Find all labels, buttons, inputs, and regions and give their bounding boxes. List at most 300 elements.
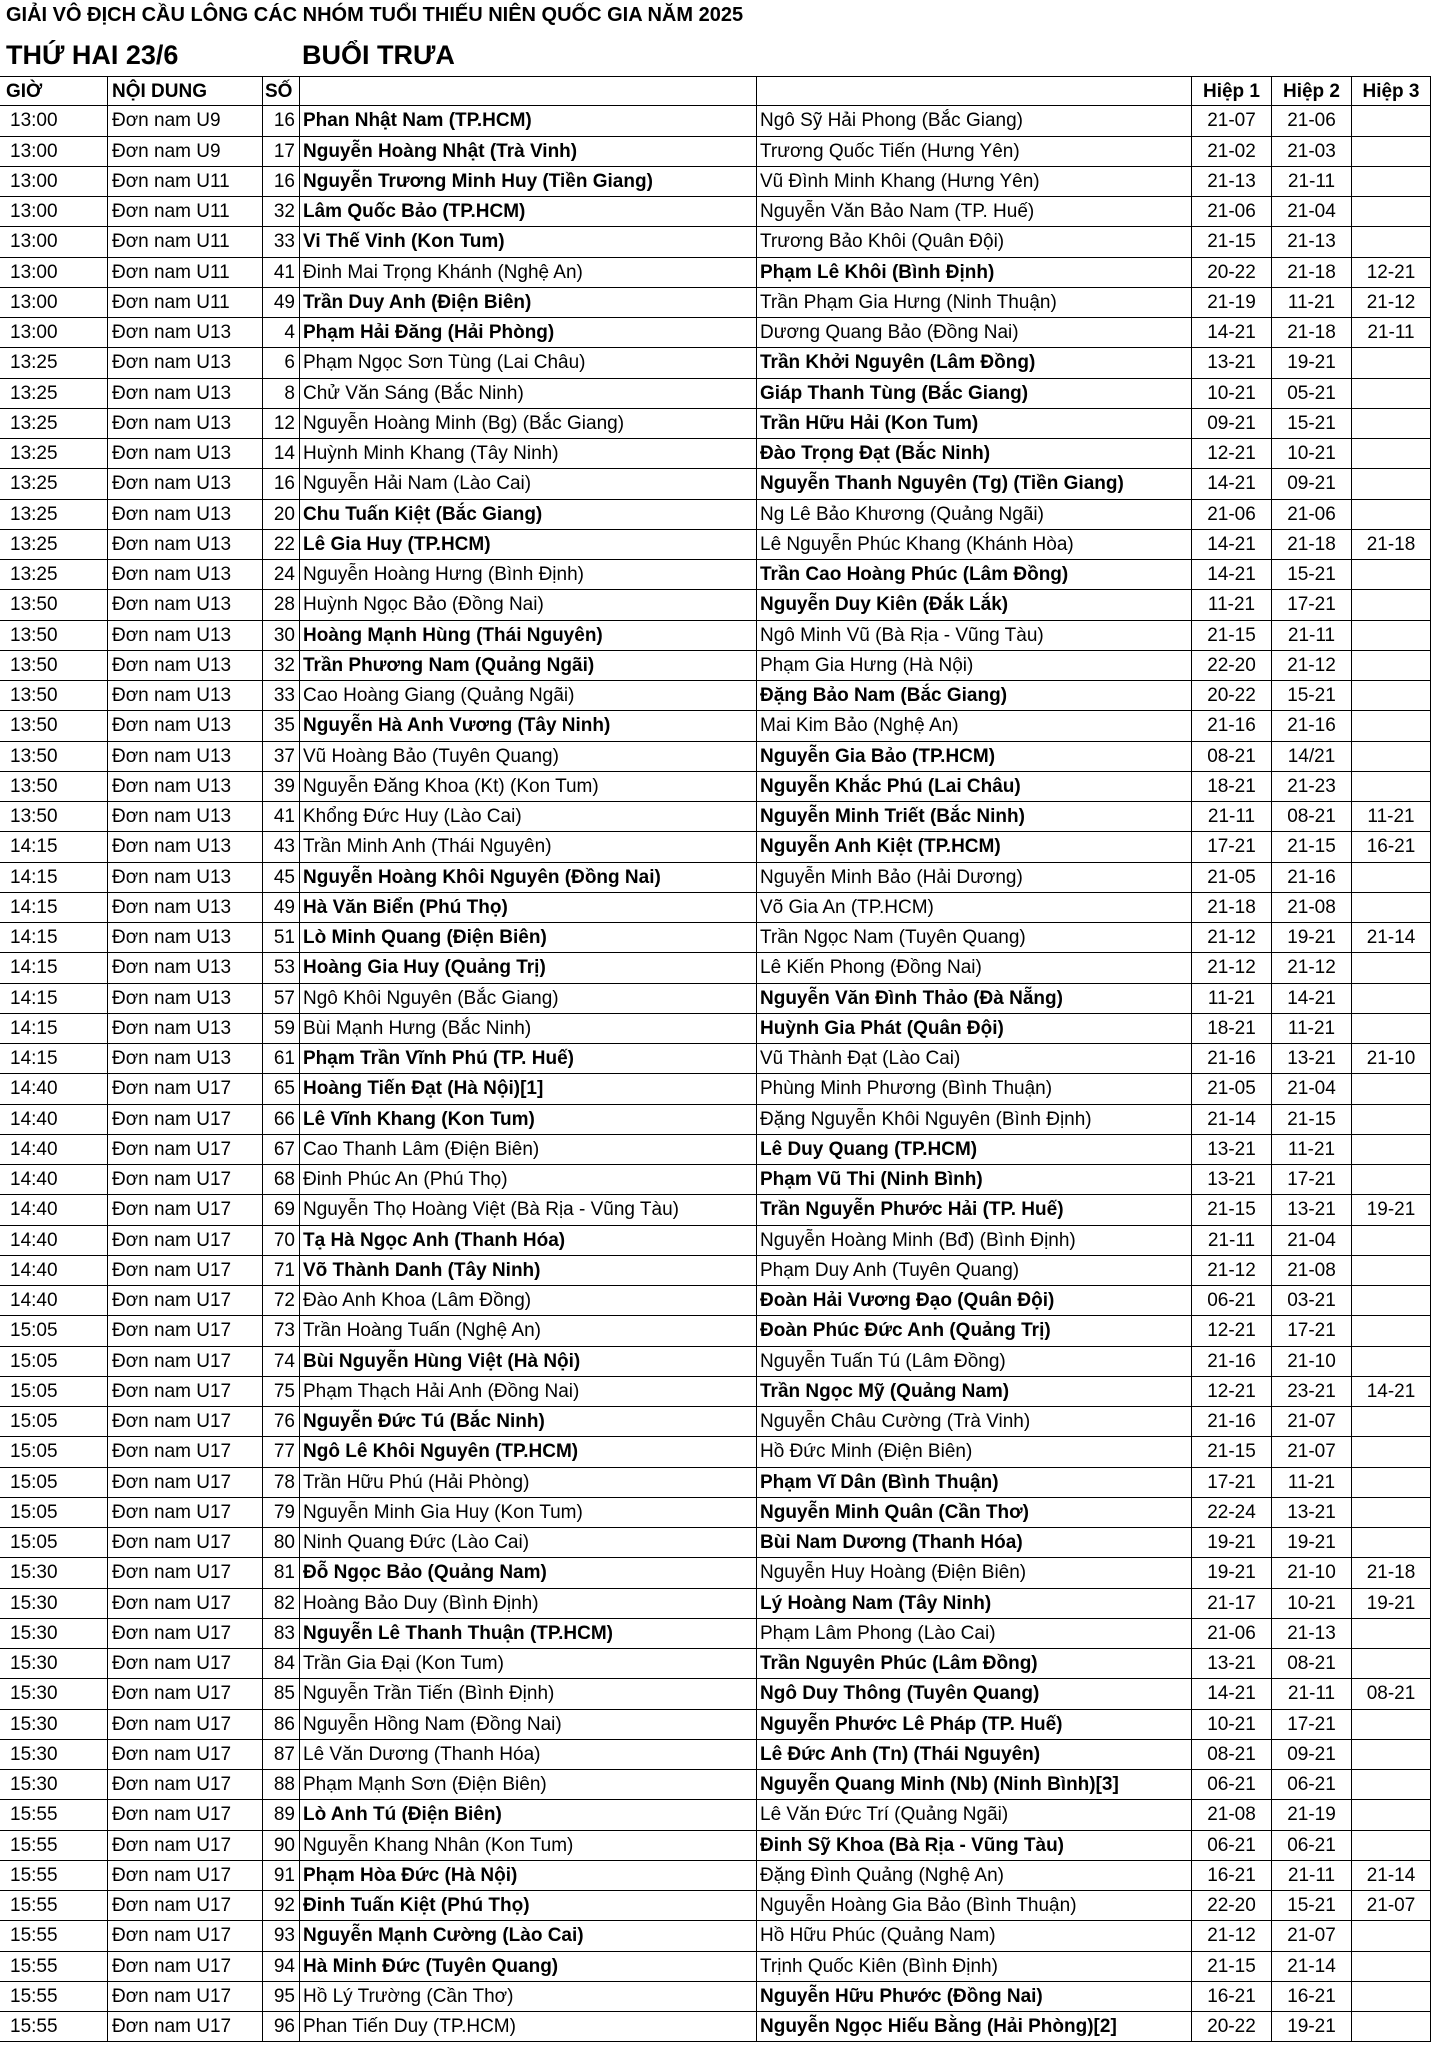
table-row <box>0 621 1431 651</box>
game-2-score-cell: 11-21 <box>1271 288 1351 317</box>
game-3-score-cell <box>1351 1649 1431 1678</box>
player-1-cell: Hoàng Tiến Đạt (Hà Nội)[1] <box>299 1074 756 1103</box>
game-3-score-cell <box>1351 1316 1431 1345</box>
match-number-cell: 57 <box>262 984 299 1013</box>
event-cell: Đơn nam U17 <box>107 1861 262 1890</box>
time-cell: 13:25 <box>10 473 58 495</box>
game-3-score-cell <box>1351 1921 1431 1950</box>
event-cell: Đơn nam U13 <box>107 1044 262 1073</box>
player-1-cell: Phạm Hòa Đức (Hà Nội) <box>299 1861 756 1890</box>
event-cell: Đơn nam U13 <box>107 590 262 619</box>
game-3-score-cell <box>1351 1831 1431 1860</box>
time-cell: 14:15 <box>10 896 58 918</box>
time-cell: 13:25 <box>10 412 58 434</box>
game-2-score-cell: 17-21 <box>1271 1710 1351 1739</box>
player-2-cell: Lê Nguyễn Phúc Khang (Khánh Hòa) <box>756 530 1191 559</box>
table-row <box>0 1286 1431 1316</box>
time-cell: 15:55 <box>10 1925 58 1947</box>
player-2-cell: Nguyễn Ngọc Hiếu Bằng (Hải Phòng)[2] <box>756 2012 1191 2041</box>
match-number-cell: 33 <box>262 227 299 256</box>
header-game-3: Hiệp 3 <box>1351 77 1431 105</box>
table-row <box>0 288 1431 318</box>
game-2-score-cell: 06-21 <box>1271 1770 1351 1799</box>
game-3-score-cell: 21-14 <box>1351 1861 1431 1890</box>
table-row <box>0 1256 1431 1286</box>
game-1-score-cell: 21-11 <box>1191 802 1271 831</box>
game-3-score-cell <box>1351 1014 1431 1043</box>
game-1-score-cell: 06-21 <box>1191 1770 1271 1799</box>
game-2-score-cell: 14/21 <box>1271 742 1351 771</box>
event-cell: Đơn nam U17 <box>107 1407 262 1436</box>
event-cell: Đơn nam U17 <box>107 1437 262 1466</box>
table-row <box>0 409 1431 439</box>
game-3-score-cell <box>1351 1437 1431 1466</box>
event-cell: Đơn nam U13 <box>107 409 262 438</box>
game-1-score-cell: 21-11 <box>1191 1226 1271 1255</box>
match-number-cell: 69 <box>262 1195 299 1224</box>
game-2-score-cell: 15-21 <box>1271 681 1351 710</box>
game-3-score-cell <box>1351 1619 1431 1648</box>
table-body <box>0 106 1431 2042</box>
table-row <box>0 1105 1431 1135</box>
player-2-cell: Nguyễn Huy Hoàng (Điện Biên) <box>756 1558 1191 1587</box>
player-1-cell: Hà Minh Đức (Tuyên Quang) <box>299 1952 756 1981</box>
game-3-score-cell: 14-21 <box>1351 1377 1431 1406</box>
player-2-cell: Ng Lê Bảo Khương (Quảng Ngãi) <box>756 500 1191 529</box>
game-1-score-cell: 06-21 <box>1191 1831 1271 1860</box>
player-1-cell: Võ Thành Danh (Tây Ninh) <box>299 1256 756 1285</box>
game-3-score-cell <box>1351 1347 1431 1376</box>
game-1-score-cell: 21-07 <box>1191 106 1271 135</box>
player-1-cell: Hoàng Bảo Duy (Bình Định) <box>299 1589 756 1618</box>
match-number-cell: 39 <box>262 772 299 801</box>
time-cell: 13:00 <box>10 110 58 132</box>
player-2-cell: Hồ Hữu Phúc (Quảng Nam) <box>756 1921 1191 1950</box>
game-3-score-cell: 21-11 <box>1351 318 1431 347</box>
table-row <box>0 167 1431 197</box>
event-cell: Đơn nam U13 <box>107 711 262 740</box>
table-row <box>0 197 1431 227</box>
session-label: BUỔI TRƯA <box>302 40 455 70</box>
player-1-cell: Ninh Quang Đức (Lào Cai) <box>299 1528 756 1557</box>
table-row <box>0 832 1431 862</box>
player-1-cell: Nguyễn Mạnh Cường (Lào Cai) <box>299 1921 756 1950</box>
game-3-score-cell <box>1351 1498 1431 1527</box>
table-row <box>0 1044 1431 1074</box>
game-2-score-cell: 11-21 <box>1271 1135 1351 1164</box>
game-3-score-cell: 21-07 <box>1351 1891 1431 1920</box>
time-cell: 14:40 <box>10 1078 58 1100</box>
match-number-cell: 68 <box>262 1165 299 1194</box>
match-number-cell: 74 <box>262 1347 299 1376</box>
event-cell: Đơn nam U11 <box>107 258 262 287</box>
game-2-score-cell: 21-07 <box>1271 1407 1351 1436</box>
player-2-cell: Nguyễn Văn Bảo Nam (TP. Huế) <box>756 197 1191 226</box>
player-2-cell: Phạm Gia Hưng (Hà Nội) <box>756 651 1191 680</box>
game-1-score-cell: 13-21 <box>1191 1649 1271 1678</box>
game-2-score-cell: 21-04 <box>1271 1074 1351 1103</box>
event-cell: Đơn nam U13 <box>107 439 262 468</box>
game-3-score-cell <box>1351 560 1431 589</box>
tournament-title: GIẢI VÔ ĐỊCH CẦU LÔNG CÁC NHÓM TUỔI THIẾU NIÊN QUỐC GIA NĂM 2025 <box>6 4 744 26</box>
table-row <box>0 1468 1431 1498</box>
game-1-score-cell: 21-16 <box>1191 1347 1271 1376</box>
event-cell: Đơn nam U17 <box>107 1256 262 1285</box>
game-2-score-cell: 11-21 <box>1271 1014 1351 1043</box>
match-number-cell: 65 <box>262 1074 299 1103</box>
game-3-score-cell <box>1351 1800 1431 1829</box>
game-3-score-cell: 21-18 <box>1351 1558 1431 1587</box>
game-3-score-cell <box>1351 106 1431 135</box>
game-2-score-cell: 17-21 <box>1271 590 1351 619</box>
game-1-score-cell: 11-21 <box>1191 984 1271 1013</box>
game-3-score-cell: 11-21 <box>1351 802 1431 831</box>
match-number-cell: 17 <box>262 137 299 166</box>
game-3-score-cell <box>1351 1256 1431 1285</box>
player-1-cell: Đỗ Ngọc Bảo (Quảng Nam) <box>299 1558 756 1587</box>
game-2-score-cell: 21-04 <box>1271 1226 1351 1255</box>
player-1-cell: Đinh Phúc An (Phú Thọ) <box>299 1165 756 1194</box>
player-2-cell: Nguyễn Anh Kiệt (TP.HCM) <box>756 832 1191 861</box>
player-1-cell: Phạm Ngọc Sơn Tùng (Lai Châu) <box>299 348 756 377</box>
game-3-score-cell <box>1351 590 1431 619</box>
header-number: SỐ <box>262 77 299 105</box>
game-1-score-cell: 11-21 <box>1191 590 1271 619</box>
match-number-cell: 16 <box>262 469 299 498</box>
event-cell: Đơn nam U17 <box>107 1195 262 1224</box>
game-3-score-cell <box>1351 1226 1431 1255</box>
player-1-cell: Phạm Trần Vĩnh Phú (TP. Huế) <box>299 1044 756 1073</box>
time-cell: 13:50 <box>10 685 58 706</box>
time-cell: 15:05 <box>10 1532 58 1553</box>
time-cell: 13:00 <box>10 322 58 343</box>
table-row <box>0 1891 1431 1921</box>
player-2-cell: Nguyễn Minh Bảo (Hải Dương) <box>756 863 1191 892</box>
event-cell: Đơn nam U17 <box>107 1498 262 1527</box>
game-1-score-cell: 14-21 <box>1191 1679 1271 1708</box>
game-1-score-cell: 18-21 <box>1191 772 1271 801</box>
game-1-score-cell: 22-20 <box>1191 1891 1271 1920</box>
time-cell: 14:15 <box>10 987 58 1009</box>
game-3-score-cell <box>1351 500 1431 529</box>
time-cell: 15:55 <box>10 1895 58 1916</box>
player-2-cell: Nguyễn Khắc Phú (Lai Châu) <box>756 772 1191 801</box>
game-1-score-cell: 08-21 <box>1191 1740 1271 1769</box>
time-cell: 15:30 <box>10 1562 58 1584</box>
game-2-score-cell: 21-04 <box>1271 197 1351 226</box>
time-cell: 15:05 <box>10 1471 58 1493</box>
event-cell: Đơn nam U13 <box>107 348 262 377</box>
match-number-cell: 82 <box>262 1589 299 1618</box>
player-2-cell: Dương Quang Bảo (Đồng Nai) <box>756 318 1191 347</box>
player-2-cell: Nguyễn Văn Đình Thảo (Đà Nẵng) <box>756 984 1191 1013</box>
player-2-cell: Lê Kiến Phong (Đồng Nai) <box>756 953 1191 982</box>
table-row <box>0 1558 1431 1588</box>
game-3-score-cell <box>1351 984 1431 1013</box>
event-cell: Đơn nam U17 <box>107 1831 262 1860</box>
match-number-cell: 33 <box>262 681 299 710</box>
game-2-score-cell: 19-21 <box>1271 923 1351 952</box>
game-3-score-cell <box>1351 742 1431 771</box>
player-1-cell: Lê Văn Dương (Thanh Hóa) <box>299 1740 756 1769</box>
game-2-score-cell: 17-21 <box>1271 1165 1351 1194</box>
game-1-score-cell: 10-21 <box>1191 379 1271 408</box>
game-2-score-cell: 09-21 <box>1271 1740 1351 1769</box>
time-cell: 14:40 <box>10 1169 58 1190</box>
match-number-cell: 16 <box>262 167 299 196</box>
game-1-score-cell: 18-21 <box>1191 1014 1271 1043</box>
table-row <box>0 106 1431 136</box>
table-row <box>0 1831 1431 1861</box>
player-2-cell: Trần Cao Hoàng Phúc (Lâm Đồng) <box>756 560 1191 589</box>
match-number-cell: 61 <box>262 1044 299 1073</box>
table-row <box>0 651 1431 681</box>
table-row <box>0 711 1431 741</box>
game-1-score-cell: 19-21 <box>1191 1558 1271 1587</box>
game-2-score-cell: 21-12 <box>1271 953 1351 982</box>
game-1-score-cell: 22-20 <box>1191 651 1271 680</box>
game-1-score-cell: 19-21 <box>1191 1528 1271 1557</box>
header-event: NỘI DUNG <box>107 77 262 105</box>
match-number-cell: 53 <box>262 953 299 982</box>
match-number-cell: 20 <box>262 500 299 529</box>
game-2-score-cell: 10-21 <box>1271 1589 1351 1618</box>
event-cell: Đơn nam U11 <box>107 167 262 196</box>
game-3-score-cell: 21-18 <box>1351 530 1431 559</box>
game-3-score-cell: 21-10 <box>1351 1044 1431 1073</box>
match-number-cell: 93 <box>262 1921 299 1950</box>
time-cell: 14:15 <box>10 836 58 858</box>
game-3-score-cell <box>1351 711 1431 740</box>
event-cell: Đơn nam U13 <box>107 379 262 408</box>
table-row <box>0 590 1431 620</box>
game-2-score-cell: 15-21 <box>1271 409 1351 438</box>
time-cell: 13:00 <box>10 291 58 313</box>
time-cell: 15:55 <box>10 1955 58 1977</box>
player-2-cell: Nguyễn Châu Cường (Trà Vinh) <box>756 1407 1191 1436</box>
table-row <box>0 1649 1431 1679</box>
event-cell: Đơn nam U13 <box>107 772 262 801</box>
game-2-score-cell: 21-11 <box>1271 621 1351 650</box>
game-3-score-cell <box>1351 893 1431 922</box>
player-1-cell: Trần Gia Đại (Kon Tum) <box>299 1649 756 1678</box>
game-2-score-cell: 21-11 <box>1271 1861 1351 1890</box>
game-1-score-cell: 20-22 <box>1191 2012 1271 2041</box>
time-cell: 15:30 <box>10 1683 58 1705</box>
time-cell: 13:50 <box>10 594 58 616</box>
game-2-score-cell: 21-14 <box>1271 1952 1351 1981</box>
game-2-score-cell: 21-12 <box>1271 651 1351 680</box>
event-cell: Đơn nam U17 <box>107 1286 262 1315</box>
game-1-score-cell: 12-21 <box>1191 1316 1271 1345</box>
time-cell: 15:55 <box>10 1864 58 1886</box>
player-1-cell: Nguyễn Hồng Nam (Đồng Nai) <box>299 1710 756 1739</box>
game-2-score-cell: 21-18 <box>1271 530 1351 559</box>
time-cell: 13:00 <box>10 261 58 283</box>
game-2-score-cell: 21-16 <box>1271 711 1351 740</box>
game-2-score-cell: 09-21 <box>1271 469 1351 498</box>
game-1-score-cell: 21-06 <box>1191 197 1271 226</box>
player-2-cell: Đinh Sỹ Khoa (Bà Rịa - Vũng Tàu) <box>756 1831 1191 1860</box>
event-cell: Đơn nam U17 <box>107 1800 262 1829</box>
game-2-score-cell: 08-21 <box>1271 1649 1351 1678</box>
player-1-cell: Phạm Thạch Hải Anh (Đồng Nai) <box>299 1377 756 1406</box>
table-row <box>0 1710 1431 1740</box>
match-number-cell: 22 <box>262 530 299 559</box>
match-number-cell: 80 <box>262 1528 299 1557</box>
match-number-cell: 32 <box>262 197 299 226</box>
player-1-cell: Nguyễn Trần Tiến (Bình Định) <box>299 1679 756 1708</box>
table-row <box>0 1498 1431 1528</box>
match-number-cell: 49 <box>262 288 299 317</box>
table-row <box>0 1074 1431 1104</box>
match-number-cell: 81 <box>262 1558 299 1587</box>
player-2-cell: Hồ Đức Minh (Điện Biên) <box>756 1437 1191 1466</box>
player-1-cell: Cao Hoàng Giang (Quảng Ngãi) <box>299 681 756 710</box>
time-cell: 14:40 <box>10 1290 58 1311</box>
match-number-cell: 35 <box>262 711 299 740</box>
time-cell: 13:00 <box>10 231 58 253</box>
player-2-cell: Huỳnh Gia Phát (Quân Đội) <box>756 1014 1191 1043</box>
table-row <box>0 863 1431 893</box>
player-2-cell: Đặng Bảo Nam (Bắc Giang) <box>756 681 1191 710</box>
time-cell: 14:15 <box>10 1017 58 1039</box>
time-cell: 13:25 <box>10 564 58 585</box>
time-cell: 13:00 <box>10 170 58 192</box>
player-1-cell: Nguyễn Đức Tú (Bắc Ninh) <box>299 1407 756 1436</box>
match-number-cell: 75 <box>262 1377 299 1406</box>
event-cell: Đơn nam U17 <box>107 1740 262 1769</box>
game-1-score-cell: 06-21 <box>1191 1286 1271 1315</box>
player-2-cell: Phạm Lê Khôi (Bình Định) <box>756 258 1191 287</box>
player-2-cell: Phạm Duy Anh (Tuyên Quang) <box>756 1256 1191 1285</box>
time-cell: 15:30 <box>10 1622 58 1644</box>
player-2-cell: Trần Ngọc Mỹ (Quảng Nam) <box>756 1377 1191 1406</box>
game-1-score-cell: 21-15 <box>1191 621 1271 650</box>
game-3-score-cell: 19-21 <box>1351 1195 1431 1224</box>
time-cell: 15:30 <box>10 1653 58 1674</box>
game-3-score-cell <box>1351 439 1431 468</box>
match-number-cell: 84 <box>262 1649 299 1678</box>
match-number-cell: 6 <box>262 348 299 377</box>
player-1-cell: Nguyễn Thọ Hoàng Việt (Bà Rịa - Vũng Tàu) <box>299 1195 756 1224</box>
game-1-score-cell: 21-13 <box>1191 167 1271 196</box>
table-row <box>0 1679 1431 1709</box>
event-cell: Đơn nam U17 <box>107 2012 262 2041</box>
match-number-cell: 70 <box>262 1226 299 1255</box>
match-number-cell: 91 <box>262 1861 299 1890</box>
game-3-score-cell <box>1351 379 1431 408</box>
player-2-cell: Đặng Nguyễn Khôi Nguyên (Bình Định) <box>756 1105 1191 1134</box>
table-row <box>0 1861 1431 1891</box>
player-2-cell: Ngô Sỹ Hải Phong (Bắc Giang) <box>756 106 1191 135</box>
player-1-cell: Ngô Khôi Nguyên (Bắc Giang) <box>299 984 756 1013</box>
event-cell: Đơn nam U17 <box>107 1105 262 1134</box>
event-cell: Đơn nam U17 <box>107 1226 262 1255</box>
table-row <box>0 469 1431 499</box>
time-cell: 14:40 <box>10 1229 58 1251</box>
game-3-score-cell <box>1351 651 1431 680</box>
game-3-score-cell: 16-21 <box>1351 832 1431 861</box>
game-2-score-cell: 21-15 <box>1271 832 1351 861</box>
match-number-cell: 51 <box>262 923 299 952</box>
game-1-score-cell: 21-06 <box>1191 1619 1271 1648</box>
table-row <box>0 2012 1431 2042</box>
player-1-cell: Nguyễn Khang Nhân (Kon Tum) <box>299 1831 756 1860</box>
player-1-cell: Phan Tiến Duy (TP.HCM) <box>299 2012 756 2041</box>
game-1-score-cell: 08-21 <box>1191 742 1271 771</box>
event-cell: Đơn nam U17 <box>107 1589 262 1618</box>
game-1-score-cell: 12-21 <box>1191 439 1271 468</box>
player-2-cell: Trần Phạm Gia Hưng (Ninh Thuận) <box>756 288 1191 317</box>
player-1-cell: Nguyễn Minh Gia Huy (Kon Tum) <box>299 1498 756 1527</box>
player-1-cell: Nguyễn Hoàng Khôi Nguyên (Đồng Nai) <box>299 863 756 892</box>
match-number-cell: 83 <box>262 1619 299 1648</box>
event-cell: Đơn nam U17 <box>107 1528 262 1557</box>
table-row <box>0 1619 1431 1649</box>
time-cell: 15:05 <box>10 1350 58 1372</box>
player-1-cell: Bùi Nguyễn Hùng Việt (Hà Nội) <box>299 1347 756 1376</box>
time-cell: 14:40 <box>10 1138 58 1160</box>
game-1-score-cell: 14-21 <box>1191 560 1271 589</box>
player-1-cell: Chử Văn Sáng (Bắc Ninh) <box>299 379 756 408</box>
game-1-score-cell: 13-21 <box>1191 348 1271 377</box>
event-cell: Đơn nam U13 <box>107 863 262 892</box>
match-number-cell: 86 <box>262 1710 299 1739</box>
player-2-cell: Nguyễn Thanh Nguyên (Tg) (Tiền Giang) <box>756 469 1191 498</box>
match-number-cell: 49 <box>262 893 299 922</box>
event-cell: Đơn nam U17 <box>107 1135 262 1164</box>
game-2-score-cell: 21-07 <box>1271 1437 1351 1466</box>
game-3-score-cell: 21-12 <box>1351 288 1431 317</box>
game-1-score-cell: 13-21 <box>1191 1165 1271 1194</box>
table-row <box>0 1528 1431 1558</box>
match-number-cell: 59 <box>262 1014 299 1043</box>
player-1-cell: Trần Phương Nam (Quảng Ngãi) <box>299 651 756 680</box>
match-number-cell: 41 <box>262 802 299 831</box>
game-1-score-cell: 21-12 <box>1191 953 1271 982</box>
time-cell: 15:30 <box>10 1713 58 1735</box>
table-row <box>0 560 1431 590</box>
player-1-cell: Ngô Lê Khôi Nguyên (TP.HCM) <box>299 1437 756 1466</box>
game-1-score-cell: 21-14 <box>1191 1105 1271 1134</box>
event-cell: Đơn nam U13 <box>107 802 262 831</box>
player-2-cell: Nguyễn Quang Minh (Nb) (Ninh Bình)[3] <box>756 1770 1191 1799</box>
table-row <box>0 772 1431 802</box>
time-cell: 15:30 <box>10 1592 58 1614</box>
game-2-score-cell: 13-21 <box>1271 1498 1351 1527</box>
match-number-cell: 90 <box>262 1831 299 1860</box>
game-3-score-cell <box>1351 1074 1431 1103</box>
table-row <box>0 318 1431 348</box>
match-number-cell: 76 <box>262 1407 299 1436</box>
table-row <box>0 348 1431 378</box>
game-2-score-cell: 21-08 <box>1271 893 1351 922</box>
match-number-cell: 73 <box>262 1316 299 1345</box>
game-1-score-cell: 20-22 <box>1191 681 1271 710</box>
table-row <box>0 227 1431 257</box>
time-cell: 15:05 <box>10 1320 58 1342</box>
time-cell: 13:25 <box>10 382 58 404</box>
event-cell: Đơn nam U11 <box>107 288 262 317</box>
game-1-score-cell: 17-21 <box>1191 832 1271 861</box>
game-3-score-cell <box>1351 621 1431 650</box>
match-number-cell: 78 <box>262 1468 299 1497</box>
table-row <box>0 923 1431 953</box>
time-cell: 15:05 <box>10 1441 58 1463</box>
time-cell: 13:25 <box>10 443 58 464</box>
schedule-table <box>0 76 1431 2042</box>
